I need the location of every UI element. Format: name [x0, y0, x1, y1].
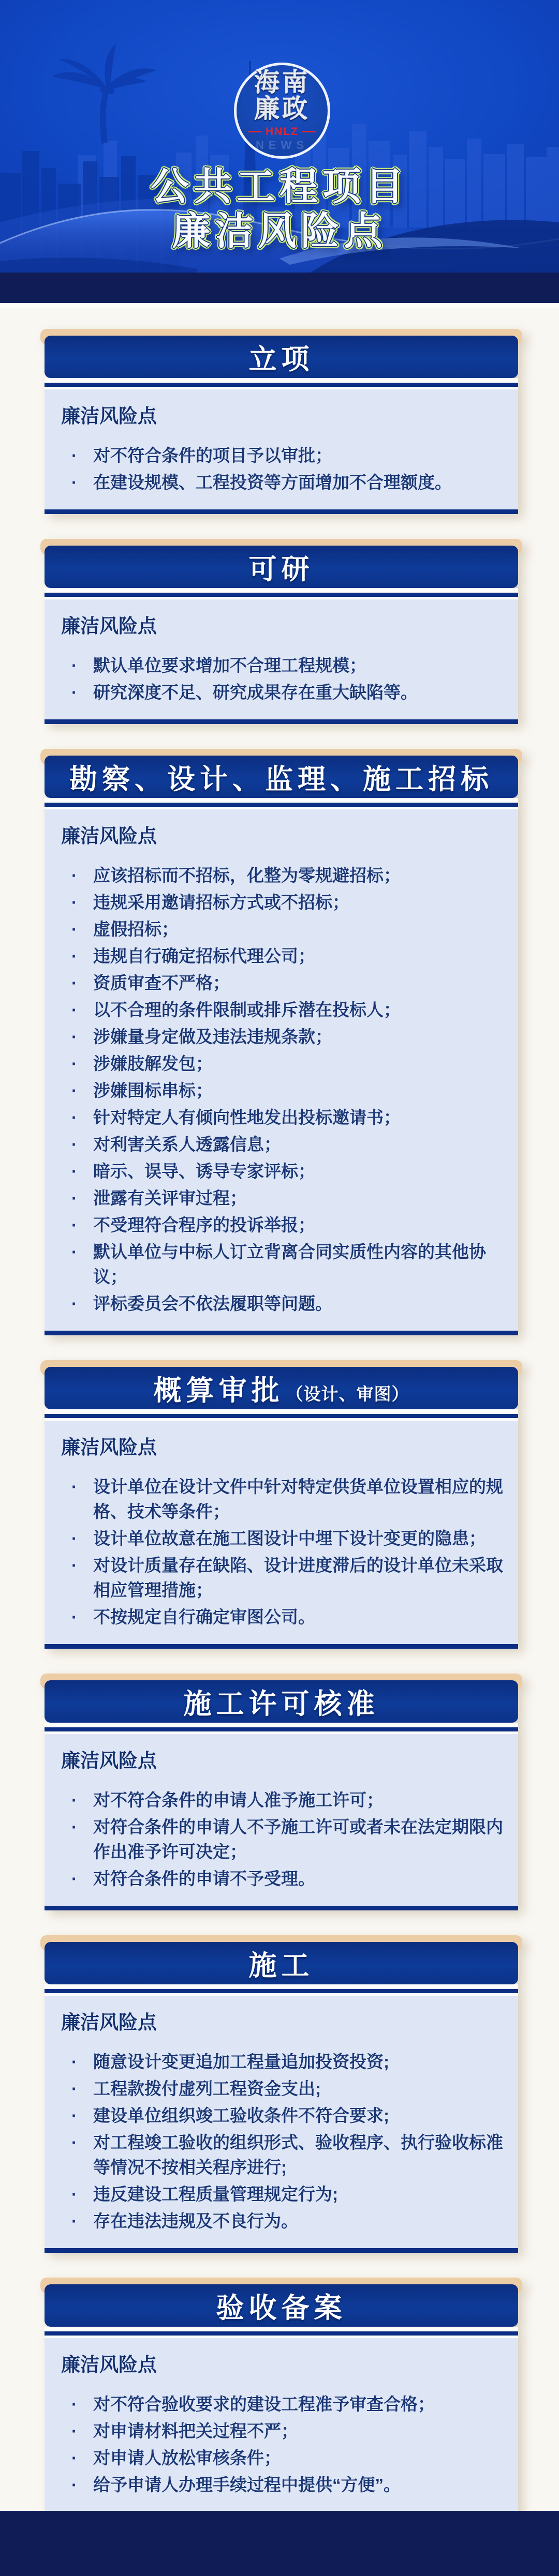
risk-card [45, 1674, 518, 1910]
card-header [45, 336, 518, 378]
risk-item: · 对设计质量存在缺陷、设计进度滞后的设计单位未采取相应管理措施； [66, 1553, 504, 1603]
card-separator-gap [45, 588, 518, 593]
card-separator-line [45, 1989, 518, 1993]
risk-label: 廉洁风险点 [61, 2012, 157, 2033]
risk-card [45, 329, 518, 514]
card-title [69, 757, 493, 797]
card-body [45, 389, 518, 509]
card-bottom-line [45, 2248, 518, 2253]
risk-item: · 违规自行确定招标代理公司； [66, 944, 504, 969]
card-separator-line [45, 1414, 518, 1418]
risk-card [45, 2278, 518, 2517]
risk-list [60, 653, 504, 705]
card-separator-line [45, 2331, 518, 2336]
risk-item: · 对符合条件的申请不予受理。 [66, 1866, 504, 1891]
card-bottom-line [45, 719, 518, 724]
card-separator-line [45, 803, 518, 807]
risk-item: · 不受理符合程序的投诉举报； [66, 1213, 504, 1238]
card-body [45, 2338, 518, 2512]
risk-item: · 评标委员会不依法履职等问题。 [66, 1291, 504, 1316]
risk-item: · 不按规定自行确定审图公司。 [66, 1605, 504, 1630]
risk-card [45, 1935, 518, 2253]
risk-item: · 随意设计变更追加工程量追加投资投资; [66, 2050, 504, 2074]
risk-item: · 针对特定人有倾向性地发出投标邀请书； [66, 1105, 504, 1130]
card-header [45, 546, 518, 588]
risk-label: 廉洁风险点 [61, 2354, 157, 2375]
card-header [45, 1367, 518, 1409]
logo-name-line2: 廉政 [254, 95, 310, 123]
risk-list [60, 1788, 504, 1891]
risk-item: · 对申请材料把关过程不严； [66, 2419, 504, 2444]
card-title-main: 施工许可核准 [183, 1688, 379, 1720]
risk-item: · 研究深度不足、研究成果存在重大缺陷等。 [66, 680, 504, 705]
risk-item: · 以不合理的条件限制或排斥潜在投标人； [66, 998, 504, 1022]
card-bottom-line [45, 1644, 518, 1649]
risk-item: · 在建设规模、工程投资等方面增加不合理额度。 [66, 470, 504, 495]
risk-item: · 存在违法违规及不良行为。 [66, 2209, 504, 2234]
risk-item: · 泄露有关评审过程； [66, 1186, 504, 1211]
risk-list [60, 2392, 504, 2497]
card-separator-line [45, 593, 518, 597]
risk-list [60, 1474, 504, 1630]
poster-title-line1: 公共工程项目 [151, 165, 408, 208]
logo-abbr-row [248, 126, 316, 138]
risk-item: · 违反建设工程质量管理规定行为; [66, 2182, 504, 2207]
logo-name-line1: 海南 [254, 68, 310, 97]
risk-item: · 给予申请人办理手续过程中提供“方便”。 [66, 2473, 504, 2497]
card-separator-gap [45, 1409, 518, 1414]
card-body [45, 599, 518, 719]
card-title-main: 验收备案 [216, 2292, 347, 2324]
risk-label: 廉洁风险点 [61, 1437, 157, 1458]
card-bottom-line [45, 1331, 518, 1335]
sections-container [0, 303, 559, 2517]
risk-item: · 设计单位故意在施工图设计中埋下设计变更的隐患； [66, 1526, 504, 1551]
card-separator-line [45, 383, 518, 387]
card-title [249, 337, 314, 377]
card-header [45, 1680, 518, 1723]
poster-title [0, 164, 559, 253]
risk-item: · 应该招标而不招标，化整为零规避招标； [66, 863, 504, 888]
card-body [45, 809, 518, 1331]
card-bottom-line [45, 1906, 518, 1910]
risk-list [60, 863, 504, 1316]
poster-title-line2: 廉洁风险点 [172, 209, 387, 252]
risk-item: · 对申请人放松审核条件； [66, 2446, 504, 2470]
card-separator-gap [45, 798, 518, 803]
card-separator-gap [45, 378, 518, 383]
hainan-lianzheng-logo [234, 63, 330, 159]
risk-item: · 违规采用邀请招标方式或不招标； [66, 890, 504, 915]
card-title-sub: （设计、审图） [286, 1384, 409, 1404]
risk-label: 廉洁风险点 [61, 405, 157, 427]
card-header [45, 1942, 518, 1984]
card-title [216, 2286, 347, 2326]
risk-card [45, 1360, 518, 1649]
card-separator-line [45, 1727, 518, 1731]
risk-item: · 对不符合验收要求的建设工程准予审查合格； [66, 2392, 504, 2417]
risk-item: · 工程款拨付虚列工程资金支出; [66, 2076, 504, 2101]
risk-item: · 对不符合条件的项目予以审批； [66, 443, 504, 468]
footer-band [0, 2511, 559, 2576]
logo-abbr: HNLZ [266, 125, 299, 138]
card-body [45, 1421, 518, 1644]
logo-watermark: NEWS [256, 138, 308, 152]
logo-dash-right-icon [302, 131, 316, 132]
risk-item: · 暗示、误导、诱导专家评标； [66, 1159, 504, 1184]
card-body [45, 1996, 518, 2248]
card-title-main: 可研 [248, 553, 314, 585]
card-title [249, 547, 314, 587]
risk-label: 廉洁风险点 [61, 825, 157, 847]
card-title-main: 概算审批 [153, 1375, 284, 1406]
risk-item: · 涉嫌肢解发包； [66, 1051, 504, 1076]
risk-item: · 资质审查不严格； [66, 971, 504, 996]
risk-list [60, 2050, 504, 2234]
risk-card [45, 749, 518, 1335]
card-header [45, 756, 518, 798]
card-bottom-line [45, 509, 518, 514]
card-separator-gap [45, 2327, 518, 2331]
risk-label: 廉洁风险点 [61, 615, 157, 637]
card-header [45, 2284, 518, 2327]
card-title-main: 施工 [248, 1950, 314, 1981]
card-title [184, 1682, 379, 1722]
risk-item: · 对利害关系人透露信息； [66, 1132, 504, 1157]
risk-item: · 对符合条件的申请人不予施工许可或者未在法定期限内作出准予许可决定； [66, 1815, 504, 1864]
risk-card [45, 539, 518, 724]
card-title [249, 1944, 314, 1983]
risk-item: · 涉嫌围标串标； [66, 1078, 504, 1103]
card-title [154, 1368, 409, 1408]
card-body [45, 1734, 518, 1906]
risk-item: · 建设单位组织竣工验收条件不符合要求; [66, 2103, 504, 2128]
logo-dash-left-icon [248, 131, 262, 132]
risk-item: · 虚假招标； [66, 917, 504, 942]
risk-item: · 对不符合条件的申请人准予施工许可； [66, 1788, 504, 1813]
header-divider-band [0, 273, 559, 303]
risk-item: · 默认单位要求增加不合理工程规模； [66, 653, 504, 678]
risk-list [60, 443, 504, 495]
card-title-main: 立项 [248, 343, 314, 375]
risk-item: · 设计单位在设计文件中针对特定供货单位设置相应的规格、技术等条件； [66, 1474, 504, 1524]
risk-item: · 对工程竣工验收的组织形式、验收程序、执行验收标准等情况不按相关程序进行; [66, 2130, 504, 2180]
risk-item: · 默认单位与中标人订立背离合同实质性内容的其他协议； [66, 1240, 504, 1289]
risk-item: · 涉嫌量身定做及违法违规条款； [66, 1025, 504, 1049]
card-separator-gap [45, 1984, 518, 1989]
card-separator-gap [45, 1723, 518, 1727]
risk-label: 廉洁风险点 [61, 1750, 157, 1771]
card-title-main: 勘察、设计、监理、施工招标 [69, 763, 493, 795]
hero-banner [0, 0, 559, 273]
